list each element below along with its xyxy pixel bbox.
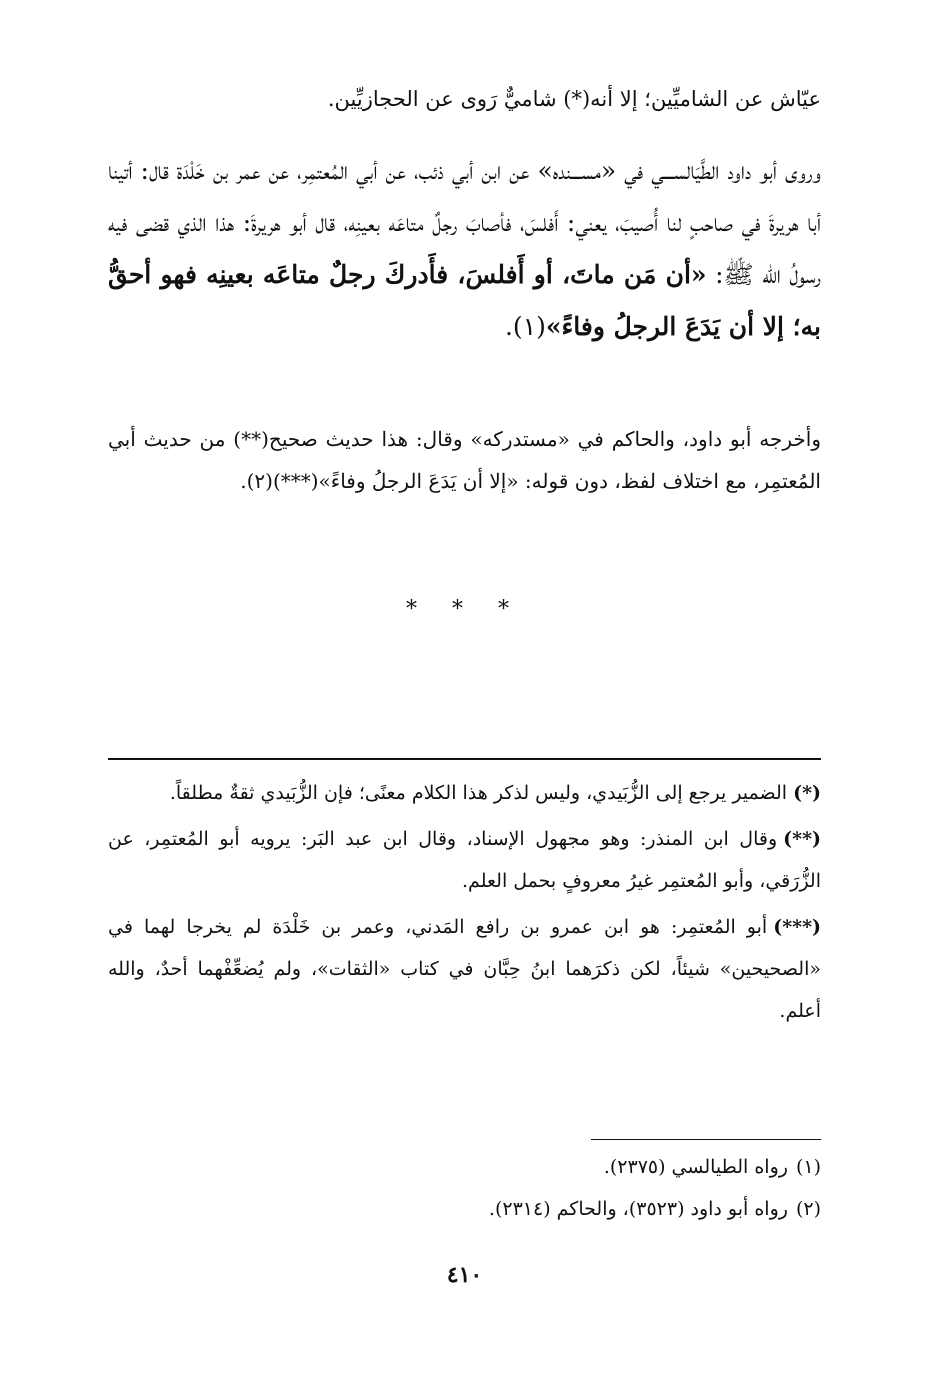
note-mark: (*) <box>793 782 821 804</box>
takhrij-paragraph: وأخرجه أبو داود، والحاكم في «مستدركه» وقال: هذا حديث صحيح(**) من حديث أبي المُعتمِر، مع اختلاف لفظ، دون قوله: «إلا أن يَدَعَ الرجلُ وفاءً»(***)(٢). <box>108 427 821 493</box>
main-paragraph <box>108 145 821 353</box>
footnote <box>108 1152 821 1182</box>
top-line: عيّاش عن الشاميِّين؛ إلا أنه(*) شاميٌّ رَوى عن الحجازيِّين. <box>327 87 821 111</box>
footnote-number: (٢) <box>795 1198 821 1220</box>
footnote <box>108 1194 821 1224</box>
footnote-text: رواه الطيالسي (٢٣٧٥). <box>603 1156 788 1178</box>
page-number: ٤١٠ <box>446 1262 483 1288</box>
editor-note <box>108 906 821 1032</box>
footnote-text: رواه أبو داود (٣٥٢٣)، والحاكم (٢٣١٤). <box>488 1198 788 1220</box>
page <box>108 0 821 1382</box>
section-separator: * * * <box>406 597 523 622</box>
note-text: وقال ابن المنذر: وهو مجهول الإسناد، وقال ابن عبد البَر: يرويه أبو المُعتمِر، عن الزُّرَقي، وأبو المُعتمِر غيرُ معروفٍ بحمل العلم. <box>108 828 821 892</box>
hadith-text: «أن مَن ماتَ، أو أَفلسَ، فأَدركَ رجلٌ متاعَه بعينِه فهو أحقُّ به؛ إلا أن يَدَعَ الرجلُ وفاءً» <box>108 260 821 341</box>
main-intro: وروى أبو داود الطَّيَالســـي في «مســـنده» عن ابن أبي ذئب، عن أبي المُعتمِر، عن عمر بن خَلْدَة قال: أتينا أبا هريرةَ في صاحبٍ لنا أُصيبَ، يعني: أَفلسَ، فأصابَ رجلٌ متاعَه بعينِه، قال أبو هريرةَ: هذا الذي قضى فيه رسولُ الله ﷺ: <box>108 156 821 289</box>
note-mark: (**) <box>783 828 821 850</box>
footnotes-divider <box>591 1139 821 1140</box>
editor-note <box>108 818 821 902</box>
footnote-number: (١) <box>795 1156 821 1178</box>
footnote-ref: (١). <box>504 312 546 341</box>
editor-note <box>108 772 821 814</box>
note-text: الضمير يرجع إلى الزُّبَيدي، وليس لذكر هذا الكلام معنًى؛ فإن الزُّبَيدي ثقةٌ مطلقاً. <box>169 782 788 804</box>
note-mark: (***) <box>773 916 821 938</box>
note-text: أبو المُعتمِر: هو ابن عمرو بن رافع المَدني، وعمر بن خَلْدَة لم يخرجا لهما في «الصحيحين» شيئاً، لكن ذكرَهما ابنُ حِبَّان في كتاب «الثقات»، ولم يُضعِّفْهما أحدٌ، والله أعلم. <box>108 916 821 1022</box>
editor-notes <box>108 772 821 1036</box>
notes-divider <box>108 758 821 760</box>
